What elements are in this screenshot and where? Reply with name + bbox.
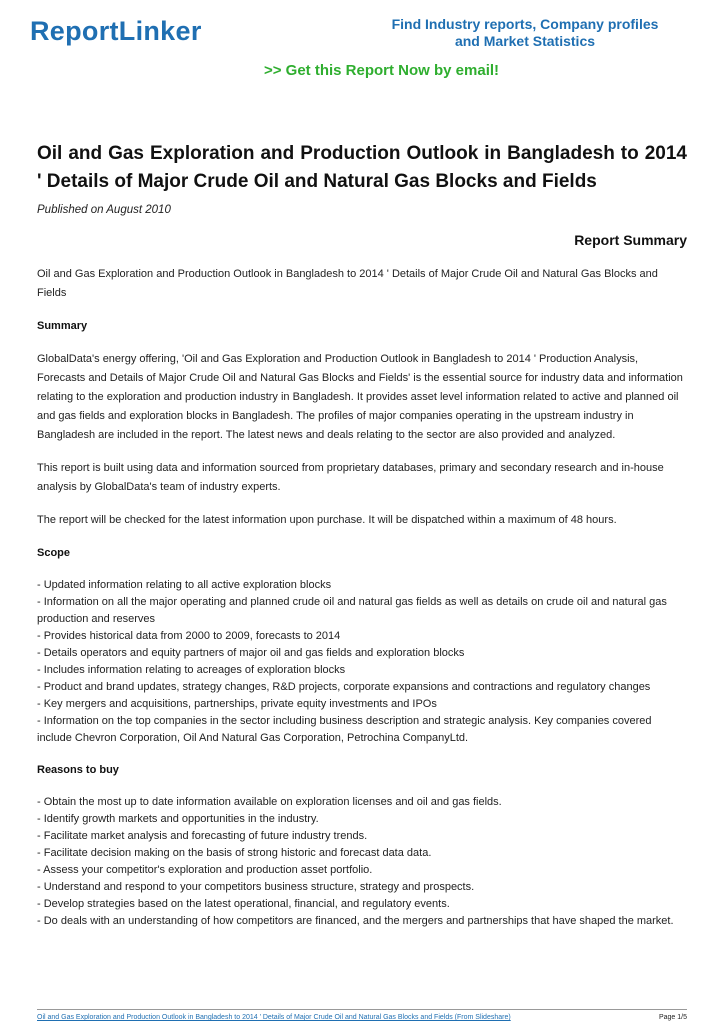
- reason-item: - Do deals with an understanding of how competitors are financed, and the mergers and partnerships that have shaped the market.: [37, 915, 674, 927]
- scope-item: - Includes information relating to acreages of exploration blocks: [37, 664, 346, 676]
- get-report-email-link[interactable]: [0, 62, 728, 79]
- reason-item: - Obtain the most up to date information available on exploration licenses and oil and gas fields.: [37, 796, 502, 808]
- scope-item: - Information on the top companies in the sector including business description and strategic analysis. Key companies covered include Chevron Corporation, Oil And Natural Gas Corporation, Petrochina CompanyLtd.: [37, 715, 652, 744]
- scope-list: [37, 577, 687, 747]
- get-report-link-text[interactable]: >> Get this Report Now by email!: [263, 62, 500, 79]
- reason-item: - Identify growth markets and opportunities in the industry.: [37, 813, 319, 825]
- scope-item: - Updated information relating to all active exploration blocks: [37, 579, 332, 591]
- page-header: [0, 0, 728, 90]
- report-content: [37, 140, 687, 930]
- scope-item: - Provides historical data from 2000 to 2009, forecasts to 2014: [37, 630, 341, 642]
- reasons-list: [37, 794, 687, 930]
- reason-item: - Facilitate decision making on the basis of strong historic and forecast data data.: [37, 847, 432, 859]
- summary-paragraph: This report is built using data and information sourced from proprietary databases, primary and secondary research and in-house analysis by GlobalData's team of industry experts.: [37, 462, 664, 493]
- scope-item: - Product and brand updates, strategy changes, R&D projects, corporate expansions and contractions and regulatory changes: [37, 681, 651, 693]
- scope-heading: Scope: [37, 547, 71, 559]
- summary-paragraph: GlobalData's energy offering, 'Oil and Gas Exploration and Production Outlook in Bangladesh to 2014 ' Production Analysis, Forecasts and Details of Major Crude Oil and Natural Gas Blocks and Fields' is the essential source for industry data and information relating to the exploration and production industry in Bangladesh. It provides asset level information related to active and planned oil and gas fields and exploration blocks in Bangladesh. The profiles of major companies operating in the upstream industry in Bangladesh are included in the report. The latest news and deals relating to the sector are also provided and analyzed.: [37, 353, 683, 441]
- reportlinker-logo[interactable]: ReportLinker: [30, 16, 202, 46]
- reason-item: - Understand and respond to your competitors business structure, strategy and prospects.: [37, 881, 475, 893]
- reason-item: - Assess your competitor's exploration and production asset portfolio.: [37, 864, 373, 876]
- summary-heading: Summary: [37, 320, 88, 332]
- intro-paragraph: Oil and Gas Exploration and Production Outlook in Bangladesh to 2014 ' Details of Major Crude Oil and Natural Gas Blocks and Fields: [37, 268, 658, 299]
- page-footer: [37, 1009, 687, 1021]
- reason-item: - Develop strategies based on the latest operational, financial, and regulatory events.: [37, 898, 450, 910]
- footer-report-link[interactable]: Oil and Gas Exploration and Production Outlook in Bangladesh to 2014 ' Details of Major Crude Oil and Natural Gas Blocks and Fields (From Slideshare): [37, 1014, 511, 1021]
- report-summary-heading: Report Summary: [574, 232, 687, 248]
- scope-item: - Details operators and equity partners of major oil and gas fields and exploration blocks: [37, 647, 465, 659]
- scope-item: - Information on all the major operating and planned crude oil and natural gas fields as well as details on crude oil and natural gas production and reserves: [37, 596, 667, 625]
- published-date: Published on August 2010: [37, 204, 171, 216]
- reasons-to-buy-heading: Reasons to buy: [37, 764, 119, 776]
- page-number: Page 1/5: [658, 1014, 687, 1021]
- header-tagline: Find Industry reports, Company profiles and Market Statistics: [391, 16, 659, 49]
- reason-item: - Facilitate market analysis and forecasting of future industry trends.: [37, 830, 368, 842]
- scope-item: - Key mergers and acquisitions, partnerships, private equity investments and IPOs: [37, 698, 437, 710]
- report-title: Oil and Gas Exploration and Production Outlook in Bangladesh to 2014 ' Details of Major Crude Oil and Natural Gas Blocks and Fields: [37, 143, 687, 192]
- summary-paragraph: The report will be checked for the latest information upon purchase. It will be dispatched within a maximum of 48 hours.: [37, 514, 617, 526]
